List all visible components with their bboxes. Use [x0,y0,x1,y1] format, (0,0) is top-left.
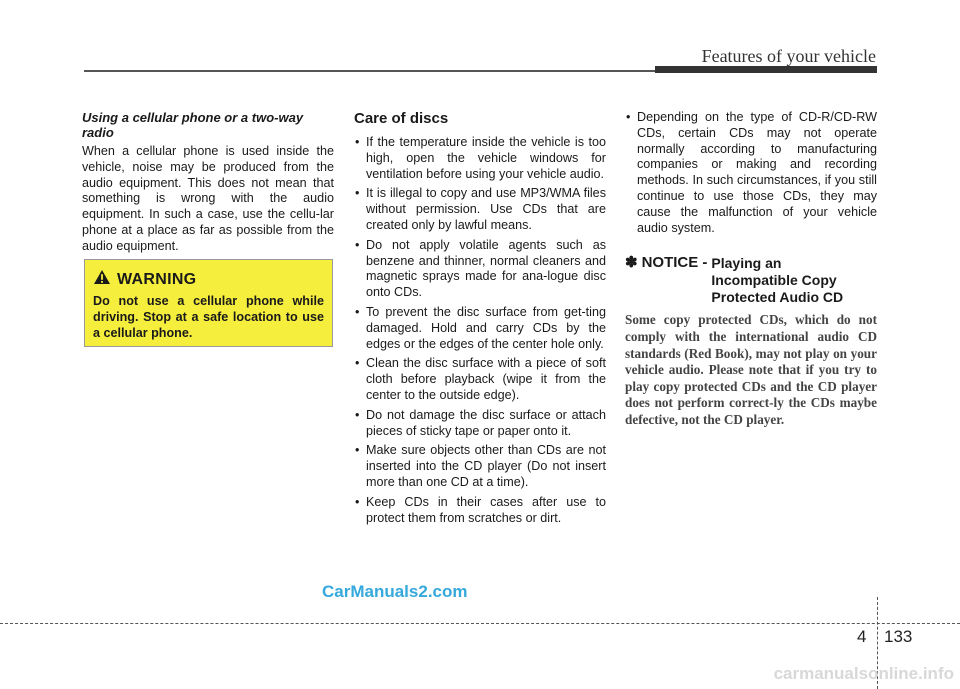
list-item-text: If the temperature inside the vehicle is too high, open the vehicle windows for ventilation before using your vehicle audio. [366,135,606,181]
warning-triangle-icon [93,269,111,290]
notice-title-line: Playing an [711,255,782,272]
notice-title-line: Protected Audio CD [711,289,844,306]
notice-body: Some copy protected CDs, which do not comply with the international audio CD standards (Red Book), may not play on your vehicle audio. Please note that if you try to play copy protected CDs and the CD player does not perform correct-ly the CDs maybe defective, not the CD player. [625,312,877,427]
warning-text: Do not use a cellular phone while driving. Stop at a safe location to use a cellular phone. [93,294,324,340]
notice-label: NOTICE - [641,254,708,272]
middle-column [354,110,606,530]
notice-title-line: Incompatible Copy [711,272,837,289]
footer-rule [0,623,960,624]
list-item [354,186,606,233]
bullet-dot-icon: • [626,110,631,124]
care-of-discs-list [354,135,606,526]
list-item [354,135,606,182]
bullet-dot-icon: • [355,186,360,201]
right-column [625,110,877,429]
page-number: 133 [884,627,913,646]
list-item-text: Do not apply volatile agents such as benzene and thinner, normal cleaners and magnetic sprays made for ana-logue disc onto CDs. [366,237,606,300]
bullet-dot-icon: • [355,407,360,422]
bullet-dot-icon: • [355,443,360,458]
list-item [354,305,606,352]
chapter-number: 4 [857,627,867,646]
care-of-discs-title: Care of discs [354,110,449,127]
cellular-phone-paragraph: When a cellular phone is used inside the vehicle, noise may be produced from the audio equipment. This does not mean that something is wrong with the audio equipment. In such a case, use the cellu-lar phone at a place as far as possible from the audio equipment. [82,144,334,253]
notice-title [707,254,843,306]
list-item-text: Clean the disc surface with a piece of soft cloth before playback (wipe it from the center to the outside edge). [366,356,606,402]
warning-header [93,269,324,290]
bullet-dot-icon: • [355,135,360,149]
carmanuals-watermark: CarManuals2.com [322,582,468,601]
notice-star-icon: ✽ [625,254,638,272]
header-bar [655,66,877,73]
cd-type-list [625,110,877,236]
list-item [354,495,606,527]
bullet-dot-icon: • [355,494,360,509]
list-item [354,443,606,490]
warning-title: WARNING [117,270,197,288]
bullet-dot-icon: • [355,304,360,319]
list-item [354,408,606,440]
bullet-dot-icon: • [355,237,360,252]
list-item [625,110,877,236]
bullet-dot-icon: • [355,356,360,371]
list-item-text: Keep CDs in their cases after use to protect them from scratches or dirt. [366,494,606,525]
subheading-cellular-phone: Using a cellular phone or a two-way radio [82,110,304,140]
left-column [82,110,334,255]
list-item [354,238,606,301]
list-item [354,356,606,403]
list-item-text: It is illegal to copy and use MP3/WMA files without permission. Use CDs that are created only by lawful means. [366,186,606,232]
notice-section [625,254,877,428]
page-header-title: Features of your vehicle [701,46,876,66]
warning-box [84,259,333,347]
list-item-text: Do not damage the disc surface or attach pieces of sticky tape or paper onto it. [366,407,606,438]
list-item-text: To prevent the disc surface from get-ting damaged. Hold and carry CDs by the edges or the edges of the center hole only. [366,304,606,351]
list-item-text: Make sure objects other than CDs are not inserted into the CD player (Do not insert more than one CD at a time). [366,443,606,489]
list-item-text: Depending on the type of CD-R/CD-RW CDs, certain CDs may not operate normally according to manufacturing companies or making and recording methods. In such circumstances, if you still continue to use those CDs, they may cause the malfunction of your vehicle audio system. [637,110,877,235]
bottom-watermark: carmanualsonline.info [773,664,954,683]
header-rule [84,70,655,72]
notice-header [625,254,877,306]
